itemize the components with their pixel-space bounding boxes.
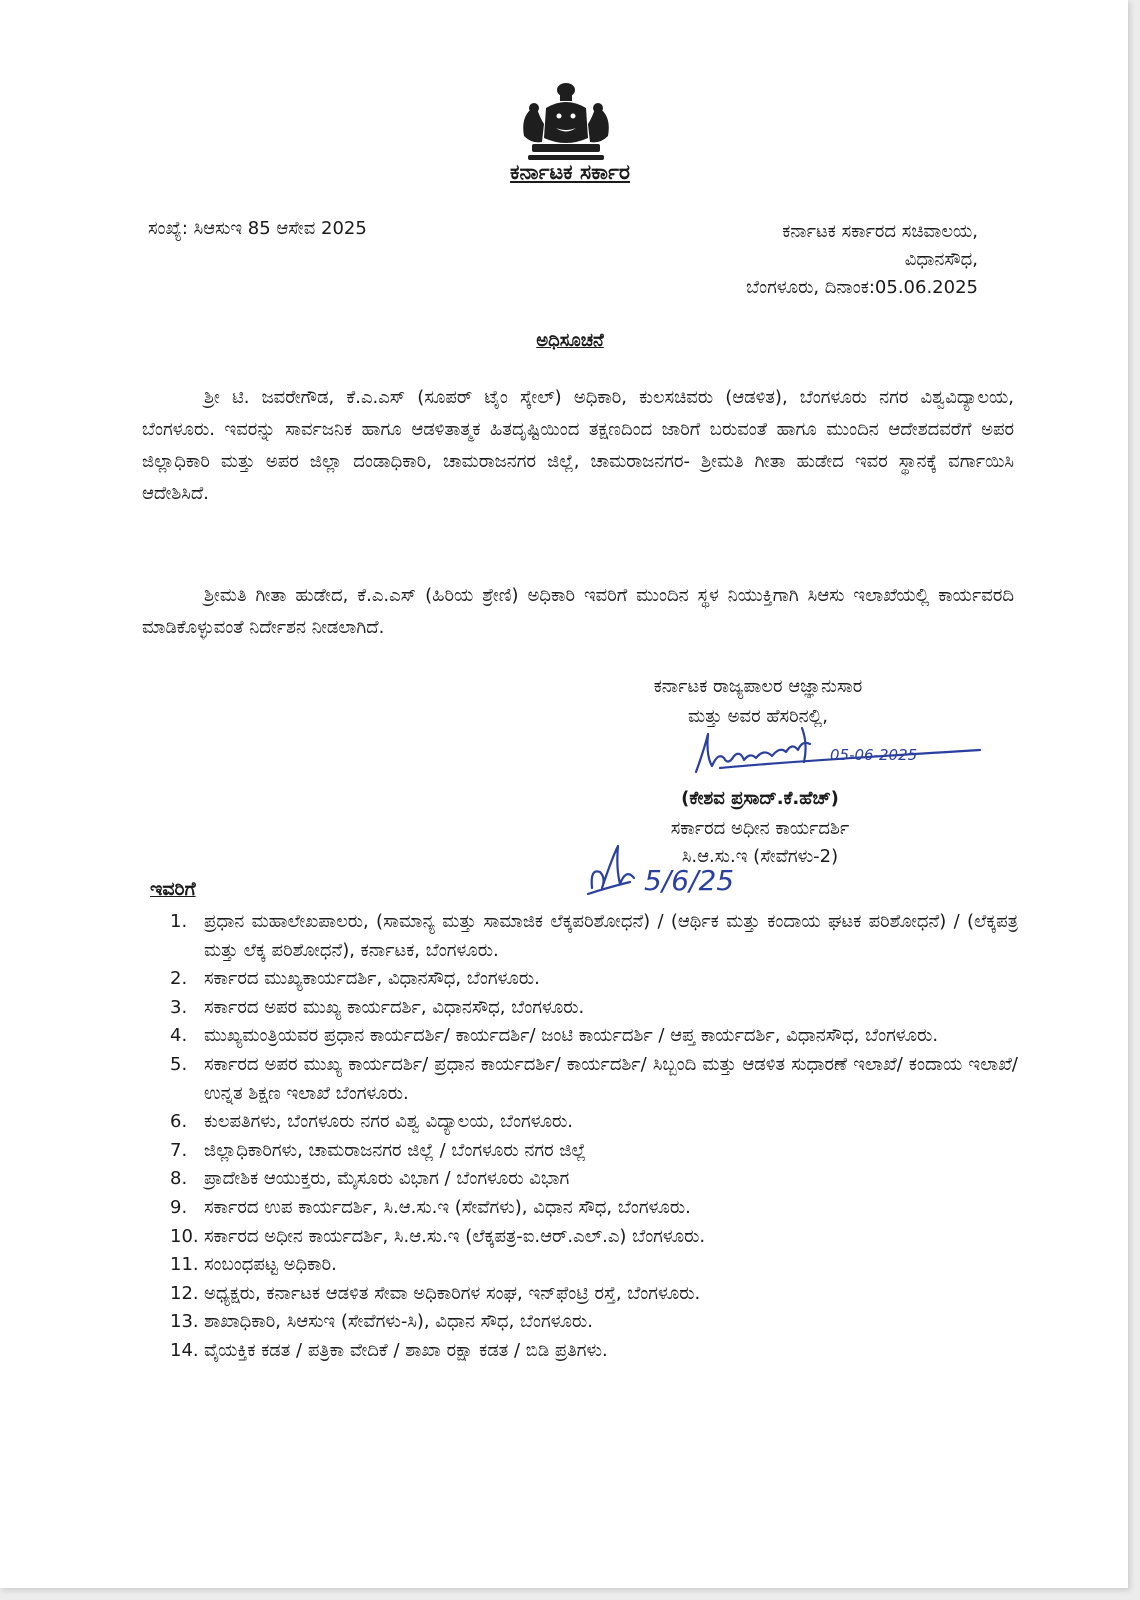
recipient-text: ಜಿಲ್ಲಾಧಿಕಾರಿಗಳು, ಚಾಮರಾಜನಗರ ಜಿಲ್ಲೆ / ಬೆಂಗಳೂರು ನಗರ ಜಿಲ್ಲೆ	[204, 1139, 586, 1161]
recipient-number: 2.	[170, 968, 188, 990]
recipient-number: 11.	[170, 1254, 199, 1276]
recipient-number: 8.	[170, 1168, 188, 1190]
notification-title: ಅಧಿಸೂಚನೆ	[536, 330, 604, 351]
recipient-text: ಶಾಖಾಧಿಕಾರಿ, ಸಿಆಸುಇ (ಸೇವೆಗಳು-ಸಿ), ವಿಧಾನ ಸೌಧ, ಬೆಂಗಳೂರು.	[204, 1311, 593, 1333]
recipient-text: ವೈಯಕ್ತಿಕ ಕಡತ / ಪತ್ರಿಕಾ ವೇದಿಕೆ / ಶಾಖಾ ರಕ್ಷಾ ಕಡತ / ಬಿಡಿ ಪ್ರತಿಗಳು.	[204, 1339, 608, 1361]
order-line: ಮತ್ತು ಅವರ ಹೆಸರಿನಲ್ಲಿ,	[688, 706, 828, 727]
recipient-number: 3.	[170, 996, 188, 1018]
recipient-item	[170, 965, 1018, 994]
recipient-text: ಸರ್ಕಾರದ ಅಧೀನ ಕಾರ್ಯದರ್ಶಿ, ಸಿ.ಆ.ಸು.ಇ (ಲೆಕ್ಕಪತ್ರ-ಐ.ಆರ್.ಎಲ್.ಎ) ಬೆಂಗಳೂರು.	[204, 1225, 706, 1247]
government-title: ಕರ್ನಾಟಕ ಸರ್ಕಾರ	[510, 160, 630, 184]
recipient-list	[170, 908, 1018, 1366]
recipient-number: 12.	[170, 1282, 199, 1304]
recipient-number: 13.	[170, 1311, 199, 1333]
recipient-item	[170, 1022, 1018, 1051]
recipient-text: ಅಧ್ಯಕ್ಷರು, ಕರ್ನಾಟಕ ಆಡಳಿತ ಸೇವಾ ಅಧಿಕಾರಿಗಳ ಸಂಘ, ಇನ್‌ಫೆಂಟ್ರಿ ರಸ್ತೆ, ಬೆಂಗಳೂರು.	[204, 1282, 701, 1304]
recipient-text: ಸಂಬಂಧಪಟ್ಟ ಅಧಿಕಾರಿ.	[204, 1254, 337, 1276]
recipient-text: ಸರ್ಕಾರದ ಅಪರ ಮುಖ್ಯ ಕಾರ್ಯದರ್ಶಿ/ ಪ್ರಧಾನ ಕಾರ್ಯದರ್ಶಿ/ ಕಾರ್ಯದರ್ಶಿ/ ಸಿಬ್ಬಂದಿ ಮತ್ತು ಆಡಳಿತ ಸುಧಾರಣೆ ಇಲಾಖೆ/ ಕಂದಾಯ ಇಲಾಖೆ/ ಉನ್ನತ ಶಿಕ್ಷಣ ಇಲಾಖೆ ಬೆಂಗಳೂರು.	[204, 1053, 1018, 1104]
recipient-item	[170, 1308, 1018, 1337]
recipient-number: 1.	[170, 911, 188, 932]
recipient-item	[170, 1337, 1018, 1366]
signatory-designation	[0, 815, 1140, 871]
signatory-name: (ಕೇಶವ ಪ್ರಸಾದ್.ಕೆ.ಹೆಚ್)	[681, 788, 839, 809]
recipient-text: ಮುಖ್ಯಮಂತ್ರಿಯವರ ಪ್ರಧಾನ ಕಾರ್ಯದರ್ಶಿ/ ಕಾರ್ಯದರ್ಶಿ/ ಜಂಟಿ ಕಾರ್ಯದರ್ಶಿ / ಆಪ್ತ ಕಾರ್ಯದರ್ಶಿ, ವಿಧಾನಸೌಧ, ಬೆಂಗಳೂರು.	[204, 1025, 939, 1047]
recipient-item	[170, 1251, 1018, 1280]
recipient-number: 10.	[170, 1225, 199, 1247]
recipient-item	[170, 908, 1018, 965]
recipient-number: 4.	[170, 1025, 188, 1047]
recipient-item	[170, 1280, 1018, 1309]
designation-line: ಸರ್ಕಾರದ ಅಧೀನ ಕಾರ್ಯದರ್ಶಿ	[670, 818, 850, 839]
address-date-line: ಬೆಂಗಳೂರು, ದಿನಾಂಕ:05.06.2025	[746, 277, 978, 298]
recipient-item	[170, 1137, 1018, 1166]
recipient-text: ಸರ್ಕಾರದ ಉಪ ಕಾರ್ಯದರ್ಶಿ, ಸಿ.ಆ.ಸು.ಇ (ಸೇವೆಗಳು), ವಿಧಾನ ಸೌಧ, ಬೆಂಗಳೂರು.	[204, 1196, 691, 1218]
recipient-number: 14.	[170, 1339, 199, 1361]
recipient-text: ಸರ್ಕಾರದ ಅಪರ ಮುಖ್ಯ ಕಾರ್ಯದರ್ಶಿ, ವಿಧಾನಸೌಧ, ಬೆಂಗಳೂರು.	[204, 996, 585, 1018]
recipient-text: ಪ್ರಧಾನ ಮಹಾಲೇಖಪಾಲರು, (ಸಾಮಾನ್ಯ ಮತ್ತು ಸಾಮಾಜಿಕ ಲೆಕ್ಕಪರಿಶೋಧನೆ) / (ಆರ್ಥಿಕ ಮತ್ತು ಕಂದಾಯ ಘಟಕ ಪರಿಶೋಧನೆ) / (ಲೆಕ್ಕಪತ್ರ ಮತ್ತು ಲೆಕ್ಕ ಪರಿಶೋಧನೆ), ಕರ್ನಾಟಕ, ಬೆಂಗಳೂರು.	[204, 911, 1018, 961]
recipient-item	[170, 1108, 1018, 1137]
signature-date: 05-06-2025	[830, 746, 918, 764]
order-line: ಕರ್ನಾಟಕ ರಾಜ್ಯಪಾಲರ ಆಜ್ಞಾನುಸಾರ	[653, 676, 863, 697]
recipient-text: ಸರ್ಕಾರದ ಮುಖ್ಯಕಾರ್ಯದರ್ಶಿ, ವಿಧಾನಸೌಧ, ಬೆಂಗಳೂರು.	[204, 968, 540, 990]
recipient-item	[170, 1165, 1018, 1194]
recipient-text: ಪ್ರಾದೇಶಿಕ ಆಯುಕ್ತರು, ಮೈಸೂರು ವಿಭಾಗ / ಬೆಂಗಳೂರು ವಿಭಾಗ	[204, 1168, 570, 1190]
recipient-number: 6.	[170, 1111, 188, 1133]
handwritten-signature	[690, 722, 990, 784]
recipients-label: ಇವರಿಗೆ	[150, 878, 196, 900]
recipient-number: 9.	[170, 1196, 188, 1218]
state-emblem-icon	[516, 78, 616, 170]
recipient-item	[170, 1051, 1018, 1108]
recipient-number: 7.	[170, 1139, 188, 1161]
office-address	[746, 218, 978, 302]
recipient-item	[170, 994, 1018, 1023]
body-paragraph: ಶ್ರೀ ಟಿ. ಜವರೇಗೌಡ, ಕೆ.ಎ.ಎಸ್ (ಸೂಪರ್ ಟೈಂ ಸ್ಕೇಲ್) ಅಧಿಕಾರಿ, ಕುಲಸಚಿವರು (ಆಡಳಿತ), ಬೆಂಗಳೂರು ನಗರ ವಿಶ್ವವಿದ್ಯಾಲಯ, ಬೆಂಗಳೂರು. ಇವರನ್ನು ಸಾರ್ವಜನಿಕ ಹಾಗೂ ಆಡಳಿತಾತ್ಮಕ ಹಿತದೃಷ್ಟಿಯಿಂದ ತಕ್ಷಣದಿಂದ ಜಾರಿಗೆ ಬರುವಂತೆ ಹಾಗೂ ಮುಂದಿನ ಆದೇಶದವರೆಗೆ ಅಪರ ಜಿಲ್ಲಾಧಿಕಾರಿ ಮತ್ತು ಅಪರ ಜಿಲ್ಲಾ ದಂಡಾಧಿಕಾರಿ, ಚಾಮರಾಜನಗರ ಜಿಲ್ಲೆ, ಚಾಮರಾಜನಗರ- ಶ್ರೀಮತಿ ಗೀತಾ ಹುಡೇದ ಇವರ ಸ್ಥಾನಕ್ಕೆ ವರ್ಗಾಯಿಸಿ ಆದೇಶಿಸಿದೆ.	[142, 387, 1014, 504]
department-line: ಸಿ.ಆ.ಸು.ಇ (ಸೇವೆಗಳು-2)	[681, 846, 839, 867]
address-line: ವಿಧಾನಸೌಧ,	[904, 249, 978, 270]
reference-number: ಸಂಖ್ಯೆ: ಸಿಆಸುಇ 85 ಆಸೇವ 2025	[148, 218, 367, 239]
recipient-number: 5.	[170, 1053, 188, 1075]
address-line: ಕರ್ನಾಟಕ ಸರ್ಕಾರದ ಸಚಿವಾಲಯ,	[782, 221, 978, 242]
initial-date: 5/6/25	[644, 864, 735, 897]
recipient-item	[170, 1194, 1018, 1223]
recipient-text: ಕುಲಪತಿಗಳು, ಬೆಂಗಳೂರು ನಗರ ವಿಶ್ವ ವಿದ್ಯಾಲಯ, ಬೆಂಗಳೂರು.	[204, 1111, 574, 1133]
body-paragraph: ಶ್ರೀಮತಿ ಗೀತಾ ಹುಡೇದ, ಕೆ.ಎ.ಎಸ್ (ಹಿರಿಯ ಶ್ರೇಣಿ) ಅಧಿಕಾರಿ ಇವರಿಗೆ ಮುಂದಿನ ಸ್ಥಳ ನಿಯುಕ್ತಿಗಾಗಿ ಸಿಆಸು ಇಲಾಖೆಯಲ್ಲಿ ಕಾರ್ಯವರದಿ ಮಾಡಿಕೊಳ್ಳುವಂತೆ ನಿರ್ದೇಶನ ನೀಡಲಾಗಿದೆ.	[142, 585, 1014, 638]
handwritten-initial	[586, 838, 736, 906]
recipient-item	[170, 1223, 1018, 1252]
